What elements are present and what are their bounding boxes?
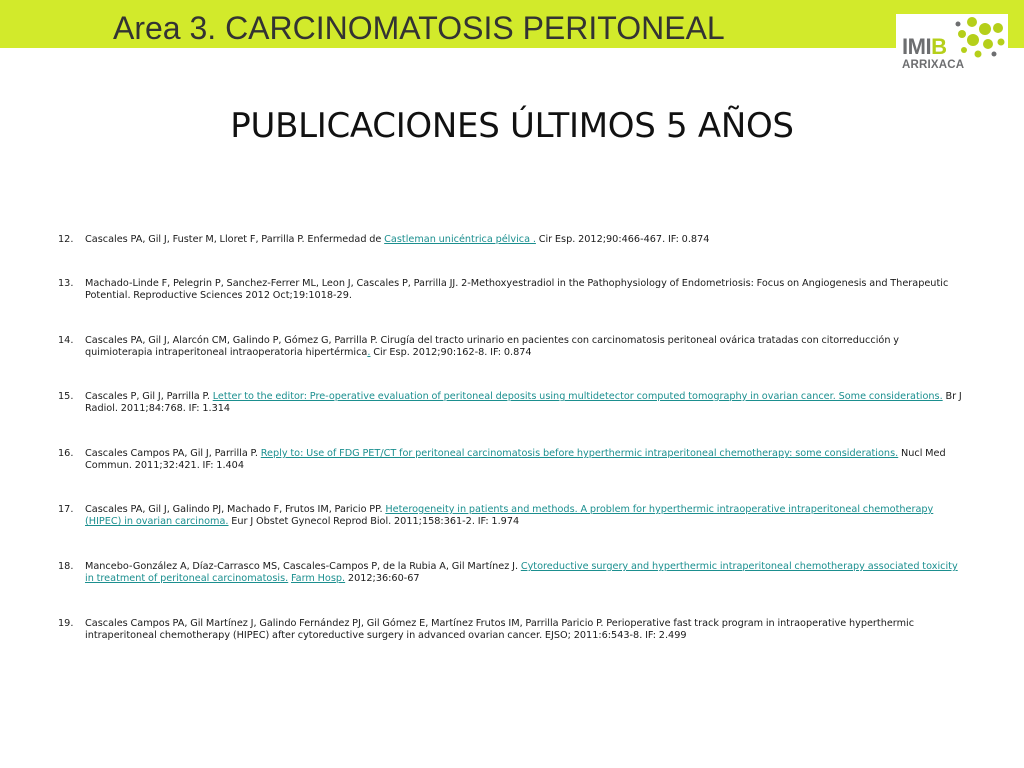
publication-number: 18. — [58, 561, 74, 572]
logo-arrixaca-text: ARRIXACA — [902, 59, 965, 71]
header-band — [0, 4, 880, 48]
publication-citation: Cascales Campos PA, Gil Martínez J, Galindo Fernández PJ, Gil Gómez E, Martínez Frutos IM, Parrilla Paricio P. Perioperative fast track program in intraoperative hyperthermic intraperitoneal chemotherapy (HIPEC) after cytoreductive surgery in advanced ovarian cancer. EJSO; 2011:6:543-8. IF: 2.499 — [85, 618, 915, 641]
publication-number: 12. — [58, 234, 74, 245]
publication-link[interactable]: Castleman unicéntrica pélvica . — [384, 234, 536, 245]
publication-link[interactable]: Reply to: Use of FDG PET/CT for peritoneal carcinomatosis before hyperthermic intraperitoneal chemotherapy: some considerations. — [260, 448, 899, 459]
publication-number: 16. — [58, 448, 74, 459]
publication-number: 19. — [58, 618, 74, 629]
publication-link[interactable]: Cytoreductive surgery and hyperthermic intraperitoneal chemotherapy associated toxicity in treatment of peritoneal carcinomatosis. — [85, 561, 958, 584]
publication-citation: Cascales PA, Gil J, Fuster M, Lloret F, Parrilla P. Enfermedad de Castleman unicéntrica pélvica . Cir Esp. 2012;90:466-467. IF: 0.874 — [85, 234, 710, 245]
publication-number: 17. — [58, 504, 74, 515]
publication-link[interactable]: Heterogeneity in patients and methods. A problem for hyperthermic intraoperative intraperitoneal chemotherapy (HIPEC) in ovarian carcinoma. — [85, 504, 934, 527]
publication-citation: Machado-Linde F, Pelegrin P, Sanchez-Ferrer ML, Leon J, Cascales P, Parrilla JJ. 2-Methoxyestradiol in the Pathophysiology of Endometriosis: Focus on Angiogenesis and Therapeutic Potential. Reproductive Sciences 2012 Oct;19:1018-29. — [85, 278, 949, 301]
publication-number: 14. — [58, 335, 74, 346]
publication-number: 13. — [58, 278, 74, 289]
journal-link[interactable]: Farm Hosp. — [290, 573, 346, 584]
publication-link[interactable]: . — [367, 347, 371, 358]
publication-number: 15. — [58, 391, 74, 402]
page-title: PUBLICACIONES ÚLTIMOS 5 AÑOS — [230, 106, 794, 146]
publication-citation: Cascales Campos PA, Gil J, Parrilla P. Reply to: Use of FDG PET/CT for peritoneal carcinomatosis before hyperthermic intraperitoneal chemotherapy: some considerations. Nucl Med Commun. 2011;32:421. IF: 1.404 — [85, 448, 946, 471]
publication-citation: Cascales PA, Gil J, Galindo PJ, Machado F, Frutos IM, Paricio PP. Heterogeneity in patients and methods. A problem for hyperthermic intraoperative intraperitoneal chemotherapy (HIPEC) in ovarian carcinoma. Eur J Obstet Gynecol Reprod Biol. 2011;158:361-2. IF: 1.974 — [85, 504, 934, 527]
publication-citation: Cascales P, Gil J, Parrilla P. Letter to the editor: Pre-operative evaluation of peritoneal deposits using multidetector computed tomography in ovarian cancer. Some considerations. Br J Radiol. 2011;84:768. IF: 1.314 — [85, 391, 962, 414]
publication-citation: Cascales PA, Gil J, Alarcón CM, Galindo P, Gómez G, Parrilla P. Cirugía del tracto urinario en pacientes con carcinomatosis peritoneal ovárica tratadas con citorreducción y quimioterapia intraperitoneal intraoperatoria hipertérmica. Cir Esp. 2012;90:162-8. IF: 0.874 — [85, 335, 899, 358]
imib-arrixaca-logo — [896, 14, 1008, 76]
publication-link[interactable]: Letter to the editor: Pre-operative evaluation of peritoneal deposits using multidetector computed tomography in ovarian cancer. Some considerations. — [212, 391, 943, 402]
logo-dots-icon — [952, 16, 1006, 60]
area-title: Area 3. CARCINOMATOSIS PERITONEAL — [113, 10, 725, 46]
publication-citation: Mancebo-González A, Díaz-Carrasco MS, Cascales-Campos P, de la Rubia A, Gil Martínez J. Cytoreductive surgery and hyperthermic intraperitoneal chemotherapy associated toxicity in treatment of peritoneal carcinomatosis. Farm Hosp. 2012;36:60-67 — [85, 561, 958, 584]
logo-imib-text: IMIB — [902, 34, 947, 59]
